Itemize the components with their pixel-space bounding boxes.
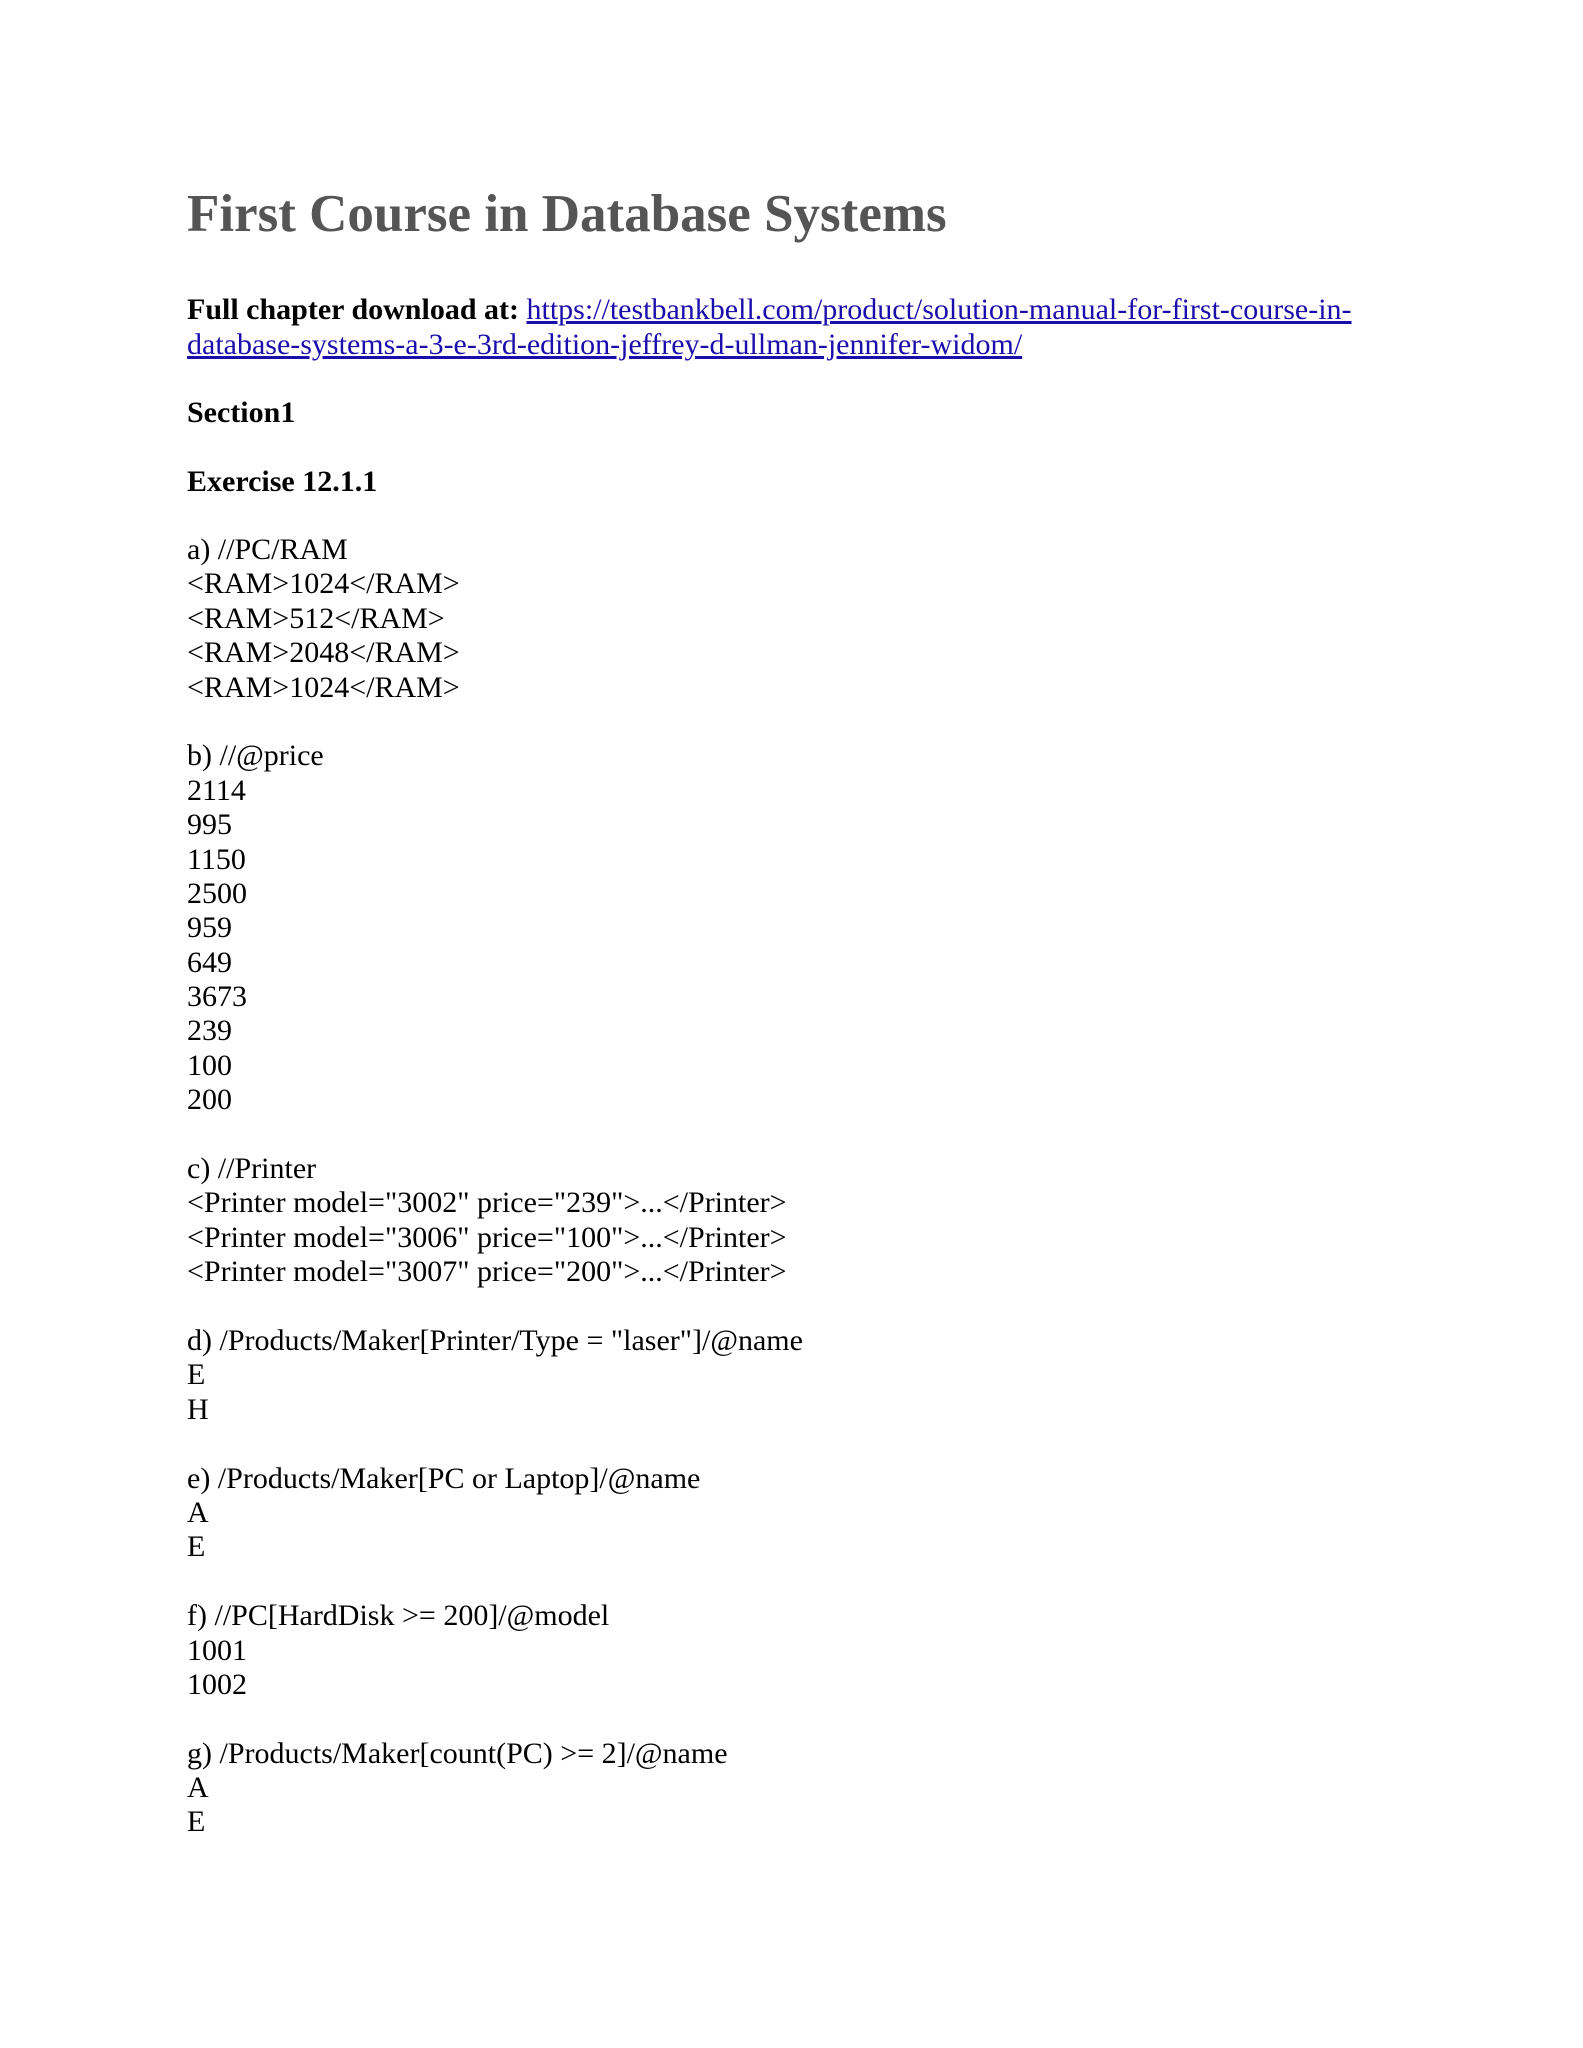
download-link-line1: https://testbankbell.com/product/solution-manual-for-first-course-in- <box>526 293 1352 326</box>
answer-result: 2114 <box>187 773 246 807</box>
answer-result: <Printer model="3002" price="239">...</Printer> <box>187 1186 787 1220</box>
answer-result: <RAM>2048</RAM> <box>187 636 460 670</box>
answer-result: A <box>187 1771 209 1805</box>
answer-result: 1150 <box>187 842 246 876</box>
answer-query: c) //Printer <box>187 1152 317 1186</box>
answer-block <box>187 739 803 1117</box>
answer-block <box>187 1737 803 1840</box>
answer-result: 959 <box>187 911 232 945</box>
answer-result: <RAM>1024</RAM> <box>187 567 460 601</box>
answer-result: A <box>187 1495 209 1529</box>
answer-result: E <box>187 1530 206 1564</box>
answer-block <box>187 1599 803 1702</box>
answer-query: b) //@price <box>187 739 324 773</box>
page-title: First Course in Database Systems <box>187 185 947 243</box>
answer-result: 1001 <box>187 1633 247 1667</box>
answer-result: 1002 <box>187 1667 247 1701</box>
answer-result: 649 <box>187 945 232 979</box>
answer-result: H <box>187 1392 209 1426</box>
answer-block <box>187 1324 803 1427</box>
section-heading: Section1 <box>187 396 296 429</box>
answer-result: 100 <box>187 1048 232 1082</box>
answer-result: <RAM>1024</RAM> <box>187 670 460 704</box>
answer-result: 200 <box>187 1083 232 1117</box>
answer-query: a) //PC/RAM <box>187 533 348 566</box>
answer-query: e) /Products/Maker[PC or Laptop]/@name <box>187 1461 701 1495</box>
answer-result: <RAM>512</RAM> <box>187 601 445 635</box>
answer-result: 3673 <box>187 980 247 1014</box>
answer-query: f) //PC[HardDisk >= 200]/@model <box>187 1599 610 1633</box>
exercise-heading: Exercise 12.1.1 <box>187 465 378 498</box>
download-label: Full chapter download at: <box>187 293 519 326</box>
answer-result: 2500 <box>187 876 247 910</box>
download-link-line2: database-systems-a-3-e-3rd-edition-jeffrey-d-ullman-jennifer-widom/ <box>187 328 1023 361</box>
answer-result: 239 <box>187 1014 232 1048</box>
answer-result: E <box>187 1358 206 1392</box>
answer-result: 995 <box>187 808 232 842</box>
answer-block <box>187 1462 803 1565</box>
answer-result: <Printer model="3006" price="100">...</Printer> <box>187 1220 787 1254</box>
answer-result: <Printer model="3007" price="200">...</Printer> <box>187 1255 787 1289</box>
download-notice <box>187 292 1437 362</box>
answers-list <box>187 533 803 1874</box>
answer-query: g) /Products/Maker[count(PC) >= 2]/@name <box>187 1736 728 1770</box>
answer-block <box>187 1152 803 1290</box>
answer-query: d) /Products/Maker[Printer/Type = "laser"]/@name <box>187 1323 803 1357</box>
answer-result: E <box>187 1805 206 1839</box>
answer-block <box>187 533 803 705</box>
